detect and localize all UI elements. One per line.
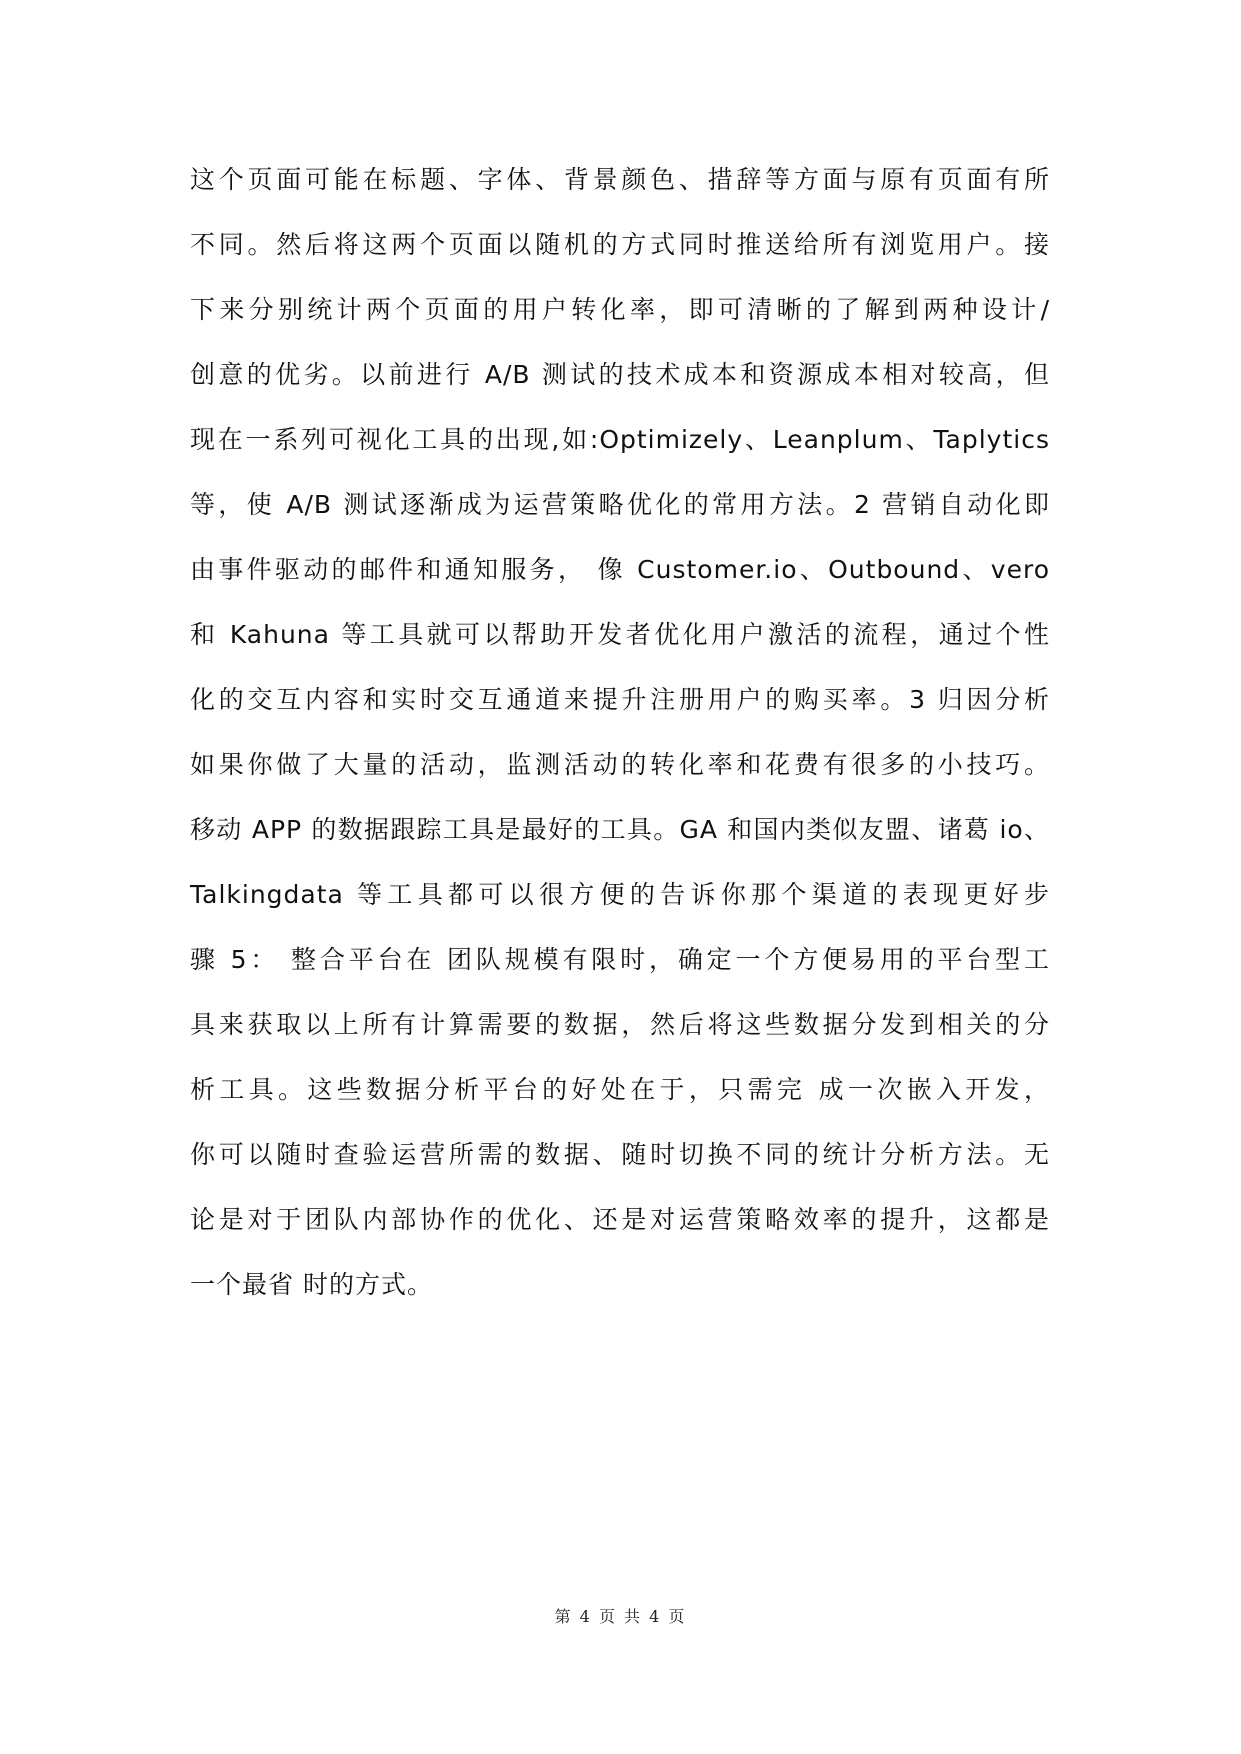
text-line: 创意的优劣。以前进行 A/B 测试的技术成本和资源成本相对较高，但 — [190, 360, 1050, 389]
text-line: 等，使 A/B 测试逐渐成为运营策略优化的常用方法。2 营销自动化即 — [190, 490, 1050, 519]
text-line: 不同。然后将这两个页面以随机的方式同时推送给所有浏览用户。接 — [190, 230, 1050, 259]
text-line: 如果你做了大量的活动，监测活动的转化率和花费有很多的小技巧。 — [190, 750, 1050, 779]
text-line: 和 Kahuna 等工具就可以帮助开发者优化用户激活的流程，通过个性 — [190, 620, 1050, 649]
text-line: 下来分别统计两个页面的用户转化率，即可清晰的了解到两种设计/ — [190, 295, 1050, 324]
body-paragraph — [190, 158, 1050, 1328]
text-line: 化的交互内容和实时交互通道来提升注册用户的购买率。3 归因分析 — [190, 685, 1050, 714]
text-line: 骤 5： 整合平台在 团队规模有限时，确定一个方便易用的平台型工 — [190, 945, 1050, 974]
page-number-footer: 第 4 页 共 4 页 — [554, 1607, 687, 1626]
text-line: 由事件驱动的邮件和通知服务， 像 Customer.io、Outbound、vero — [190, 555, 1050, 584]
text-line: 析工具。这些数据分析平台的好处在于，只需完 成一次嵌入开发， — [190, 1075, 1050, 1104]
text-line: 这个页面可能在标题、字体、背景颜色、措辞等方面与原有页面有所 — [190, 165, 1050, 194]
text-line: 一个最省 时的方式。 — [190, 1270, 433, 1299]
text-line: 具来获取以上所有计算需要的数据，然后将这些数据分发到相关的分 — [190, 1010, 1050, 1039]
text-line: 论是对于团队内部协作的优化、还是对运营策略效率的提升，这都是 — [190, 1205, 1050, 1234]
text-line: 移动 APP 的数据跟踪工具是最好的工具。GA 和国内类似友盟、诸葛 io、 — [190, 815, 1050, 844]
text-line: 你可以随时查验运营所需的数据、随时切换不同的统计分析方法。无 — [190, 1140, 1050, 1169]
text-line: 现在一系列可视化工具的出现,如:Optimizely、Leanplum、Taplytics — [190, 425, 1050, 454]
text-line: Talkingdata 等工具都可以很方便的告诉你那个渠道的表现更好步 — [190, 880, 1050, 909]
